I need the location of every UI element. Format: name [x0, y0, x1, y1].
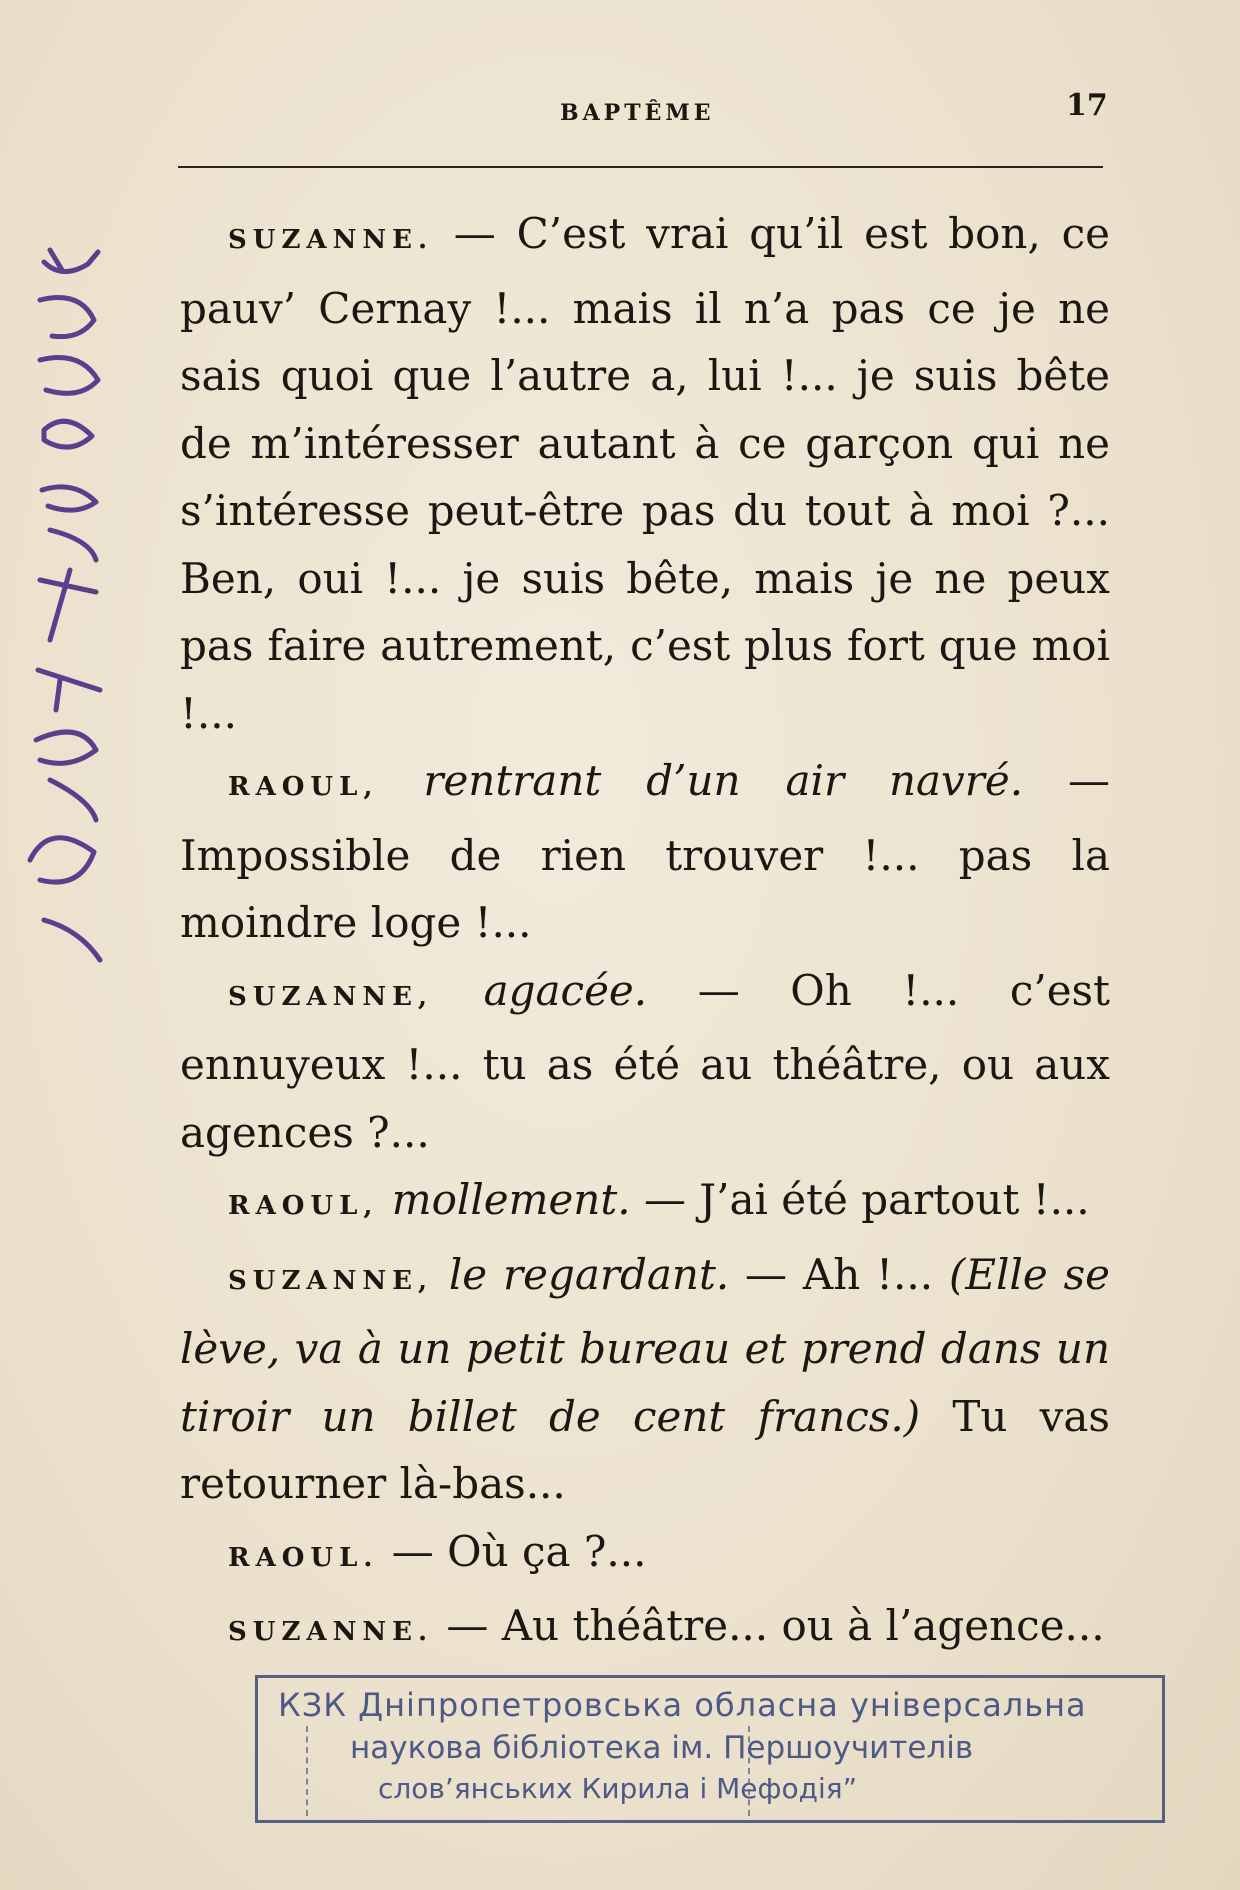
paragraph-2	[180, 747, 1110, 957]
stage-direction-parenthetical: (Elle se lève, va à un petit bureau et prend dans un tiroir un billet de cent francs.)	[180, 1249, 1110, 1441]
speaker-name: SUZANNE.	[228, 225, 434, 255]
speech-text-after: Tu vas retourner là-bas...	[180, 1391, 1110, 1508]
library-stamp	[255, 1675, 1165, 1823]
running-title: BAPTÊME	[560, 100, 715, 126]
speaker-name: SUZANNE.	[228, 1617, 434, 1647]
paragraph-4	[180, 1166, 1110, 1241]
speaker-name: RAOUL,	[228, 1191, 379, 1221]
stamp-line: КЗК Дніпропетровська обласна універсальна	[278, 1686, 1087, 1724]
speaker-name: RAOUL,	[228, 772, 379, 802]
paragraph-5	[180, 1241, 1110, 1518]
speech-text: — Où ça ?...	[378, 1526, 647, 1576]
speech-text: — Impossible de rien trouver !... pas la moindre loge !...	[180, 756, 1110, 947]
margin-note-text: д1151 75030Ч.	[10, 240, 18, 241]
paragraph-6	[180, 1518, 1110, 1593]
speech-text: — Au théâtre... ou à l’agence...	[433, 1601, 1105, 1650]
stamp-line: наукова бібліотека ім. Першоучителів	[350, 1730, 974, 1766]
paragraph-7	[180, 1592, 1110, 1667]
speech-text: — J’ai été partout !...	[630, 1175, 1090, 1224]
stage-direction: agacée.	[433, 965, 648, 1015]
stage-direction: rentrant d’un air navré.	[378, 756, 1024, 805]
stage-direction: mollement.	[378, 1175, 631, 1224]
header-rule	[178, 166, 1103, 168]
speaker-name: SUZANNE,	[228, 1265, 434, 1296]
paragraph-1	[180, 200, 1110, 747]
page-number: 17	[1066, 88, 1108, 123]
handwritten-margin-note	[10, 240, 110, 1000]
paragraph-3	[180, 957, 1110, 1167]
speech-text: — C’est vrai qu’il est bon, ce pauv’ Cernay !... mais il n’a pas ce je ne sais quoi que l’autre a, lui !... je suis bête de m’intéresser autant à ce garçon qui ne s’intéresse peut-être pas du tout à moi ?... Ben, oui !... je suis bête, mais je ne peux pas faire autrement, c’est plus fort que moi !...	[180, 209, 1110, 738]
speech-text: — Oh !... c’est ennuyeux !... tu as été au théâtre, ou aux agences ?...	[180, 965, 1110, 1157]
text-body	[180, 200, 1110, 1667]
speech-text: — Ah !...	[729, 1249, 949, 1299]
speaker-name: SUZANNE,	[228, 981, 434, 1012]
speaker-name: RAOUL.	[228, 1542, 379, 1573]
stage-direction: le regardant.	[433, 1249, 730, 1299]
stamp-line: слов’янських Кирила і Мефодія”	[378, 1772, 858, 1805]
